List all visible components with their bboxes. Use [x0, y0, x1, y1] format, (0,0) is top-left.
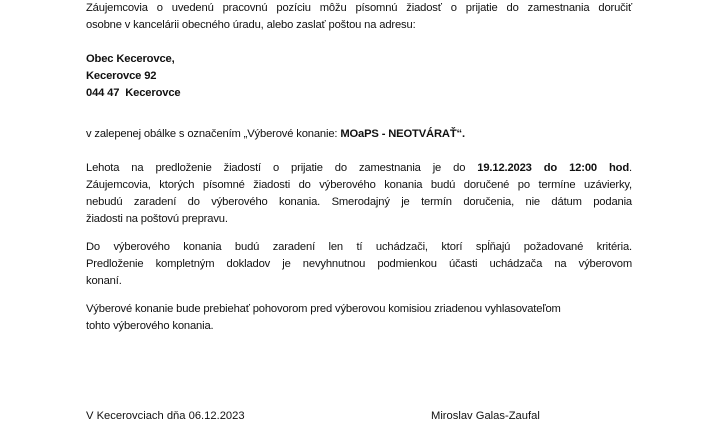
- address-line-2: Kecerovce 92: [86, 70, 157, 82]
- deadline-line-1: [86, 161, 632, 175]
- deadline-line-2: Záujemcovia, ktorých písomné žiadosti do výberového konania budú doručené po termíne uzávierky,: [86, 179, 632, 191]
- envelope-instruction: [86, 127, 465, 141]
- intro-line-2: osobne v kancelárii obecného úradu, alebo zaslať poštou na adresu:: [86, 19, 416, 31]
- deadline-line-4: žiadosti na poštovú prepravu.: [86, 213, 228, 225]
- address-line-1: Obec Kecerovce,: [86, 53, 175, 65]
- deadline-suffix: .: [629, 162, 632, 174]
- envelope-marking: MOaPS - NEOTVÁRAŤ“.: [340, 128, 465, 140]
- deadline-prefix: Lehota na predloženie žiadostí o prijatie do zamestnania je do: [86, 162, 478, 174]
- intro-line-1: Záujemcovia o uvedenú pracovnú pozíciu môžu písomnú žiadosť o prijatie do zamestnania doručiť: [86, 2, 632, 14]
- envelope-prefix: v zalepenej obálke s označením „Výberové konanie:: [86, 128, 341, 140]
- criteria-line-3: konaní.: [86, 275, 122, 287]
- criteria-line-2: Predloženie kompletným dokladov je nevyhnutnou podmienkou účasti uchádzača na výberovom: [86, 258, 632, 270]
- address-line-3: 044 47 Kecerovce: [86, 87, 181, 99]
- deadline-date: 19.12.2023 do 12:00 hod: [477, 162, 630, 174]
- deadline-line-3: nebudú zaradení do výberového konania. Smerodajný je termín doručenia, nie dátum podania: [86, 196, 632, 208]
- signature-place-date: V Kecerovciach dňa 06.12.2023: [86, 410, 245, 422]
- signature-name: Miroslav Galas-Zaufal: [431, 410, 540, 422]
- interview-line-2: tohto výberového konania.: [86, 320, 214, 332]
- interview-line-1: Výberové konanie bude prebiehať pohovorom pred výberovou komisiou zriadenou vyhlasovateľom: [86, 303, 561, 315]
- criteria-line-1: Do výberového konania budú zaradení len tí uchádzači, ktorí spĺňajú požadované kritéria.: [86, 241, 632, 253]
